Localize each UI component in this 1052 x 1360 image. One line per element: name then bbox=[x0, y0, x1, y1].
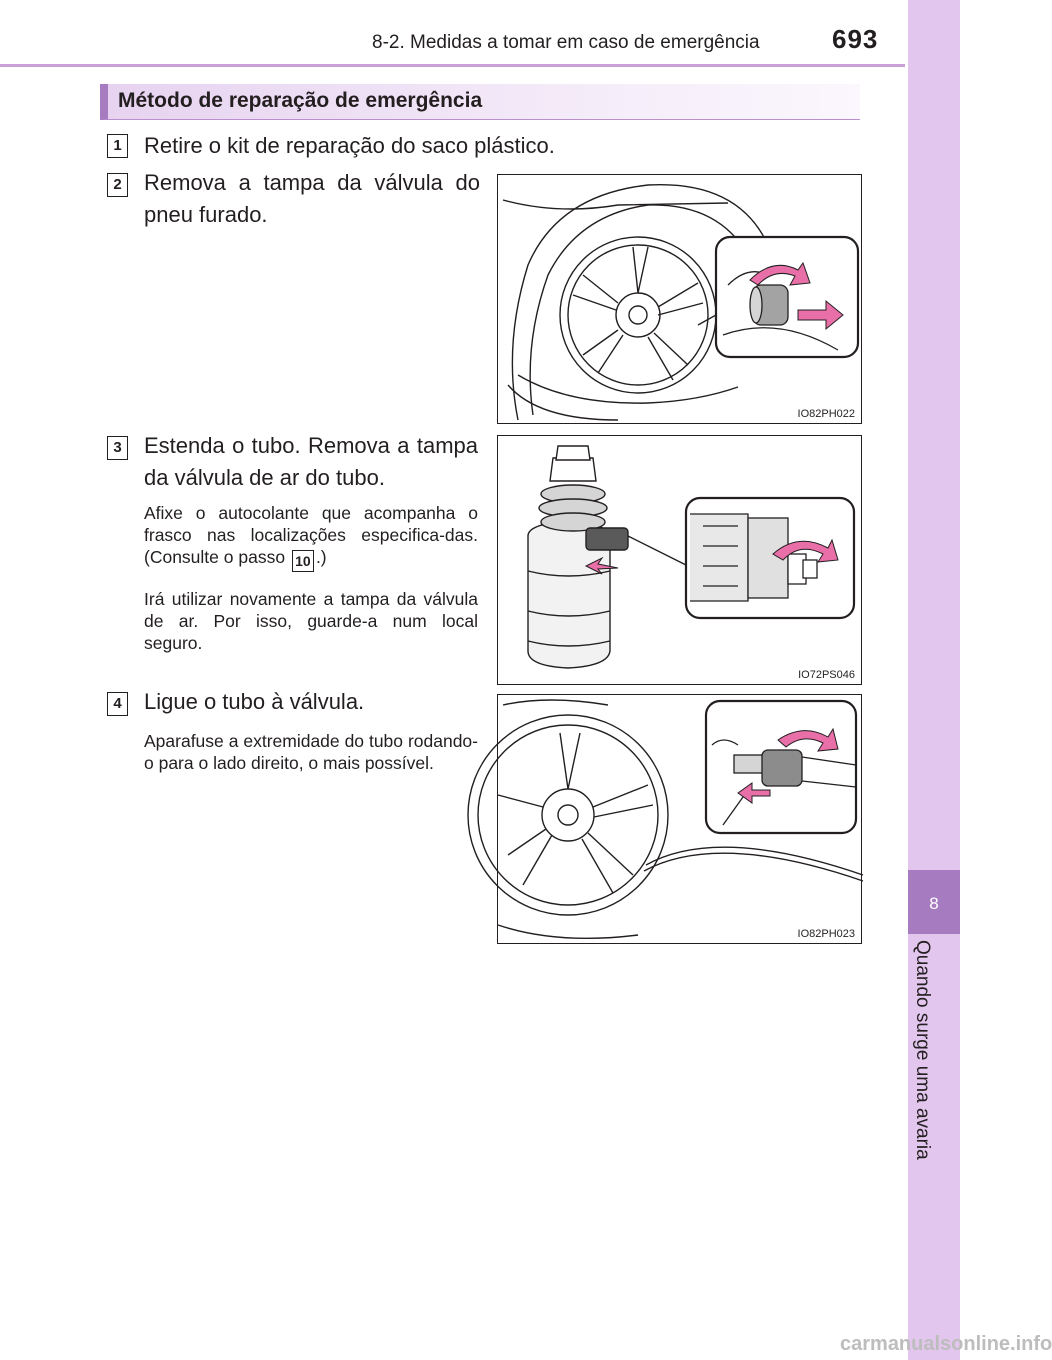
chapter-title: Quando surge uma avaria bbox=[912, 940, 933, 1160]
step-4-text: Ligue o tubo à válvula. bbox=[144, 689, 365, 714]
chapter-title-wrap bbox=[905, 940, 961, 1220]
step-1-text: Retire o kit de reparação do saco plástico. bbox=[144, 133, 555, 158]
step-2-text: Remova a tampa da válvula do pneu furado. bbox=[144, 170, 480, 227]
figure-code: IO82PH023 bbox=[797, 928, 855, 940]
page-number: 693 bbox=[832, 24, 879, 54]
sealant-bottle-illustration bbox=[498, 436, 863, 686]
header-divider bbox=[0, 64, 905, 67]
chapter-number: 8 bbox=[929, 894, 939, 913]
step-3-text: Estenda o tubo. Remova a tampa da válvula de ar do tubo. bbox=[144, 433, 478, 490]
header-section-title: 8-2. Medidas a tomar em caso de emergência bbox=[372, 32, 760, 53]
hose-connection-illustration bbox=[498, 695, 863, 945]
step-4-note: Aparafuse a extremidade do tubo rodando-o para o lado direito, o mais possível. bbox=[144, 731, 478, 773]
step-3-note-sticker bbox=[144, 502, 478, 572]
figure-connect-hose bbox=[497, 694, 862, 944]
step-number-1: 1 bbox=[107, 134, 128, 158]
wheel-valve-cap-illustration bbox=[498, 175, 863, 425]
step-3-note-cap: Irá utilizar novamente a tampa da válvula de ar. Por isso, guarde-a num local seguro. bbox=[144, 589, 478, 653]
step-number-4: 4 bbox=[107, 692, 128, 716]
section-heading: Método de reparação de emergência bbox=[118, 89, 483, 112]
step-number-3: 3 bbox=[107, 436, 128, 460]
step-reference-box: 10 bbox=[292, 550, 314, 572]
figure-code: IO72PS046 bbox=[798, 669, 855, 681]
figure-hose-valve-cap bbox=[497, 435, 862, 685]
footer-watermark: carmanualsonline.info bbox=[840, 1333, 1052, 1355]
figure-code: IO82PH022 bbox=[797, 408, 855, 420]
step-3-note-sticker-end: .) bbox=[315, 547, 327, 567]
step-number-2: 2 bbox=[107, 173, 128, 197]
step-3-note-sticker-text: Afixe o autocolante que acompanha o frasco nas localizações especifica-das. (Consulte o passo bbox=[144, 503, 478, 567]
figure-remove-valve-cap bbox=[497, 174, 862, 424]
